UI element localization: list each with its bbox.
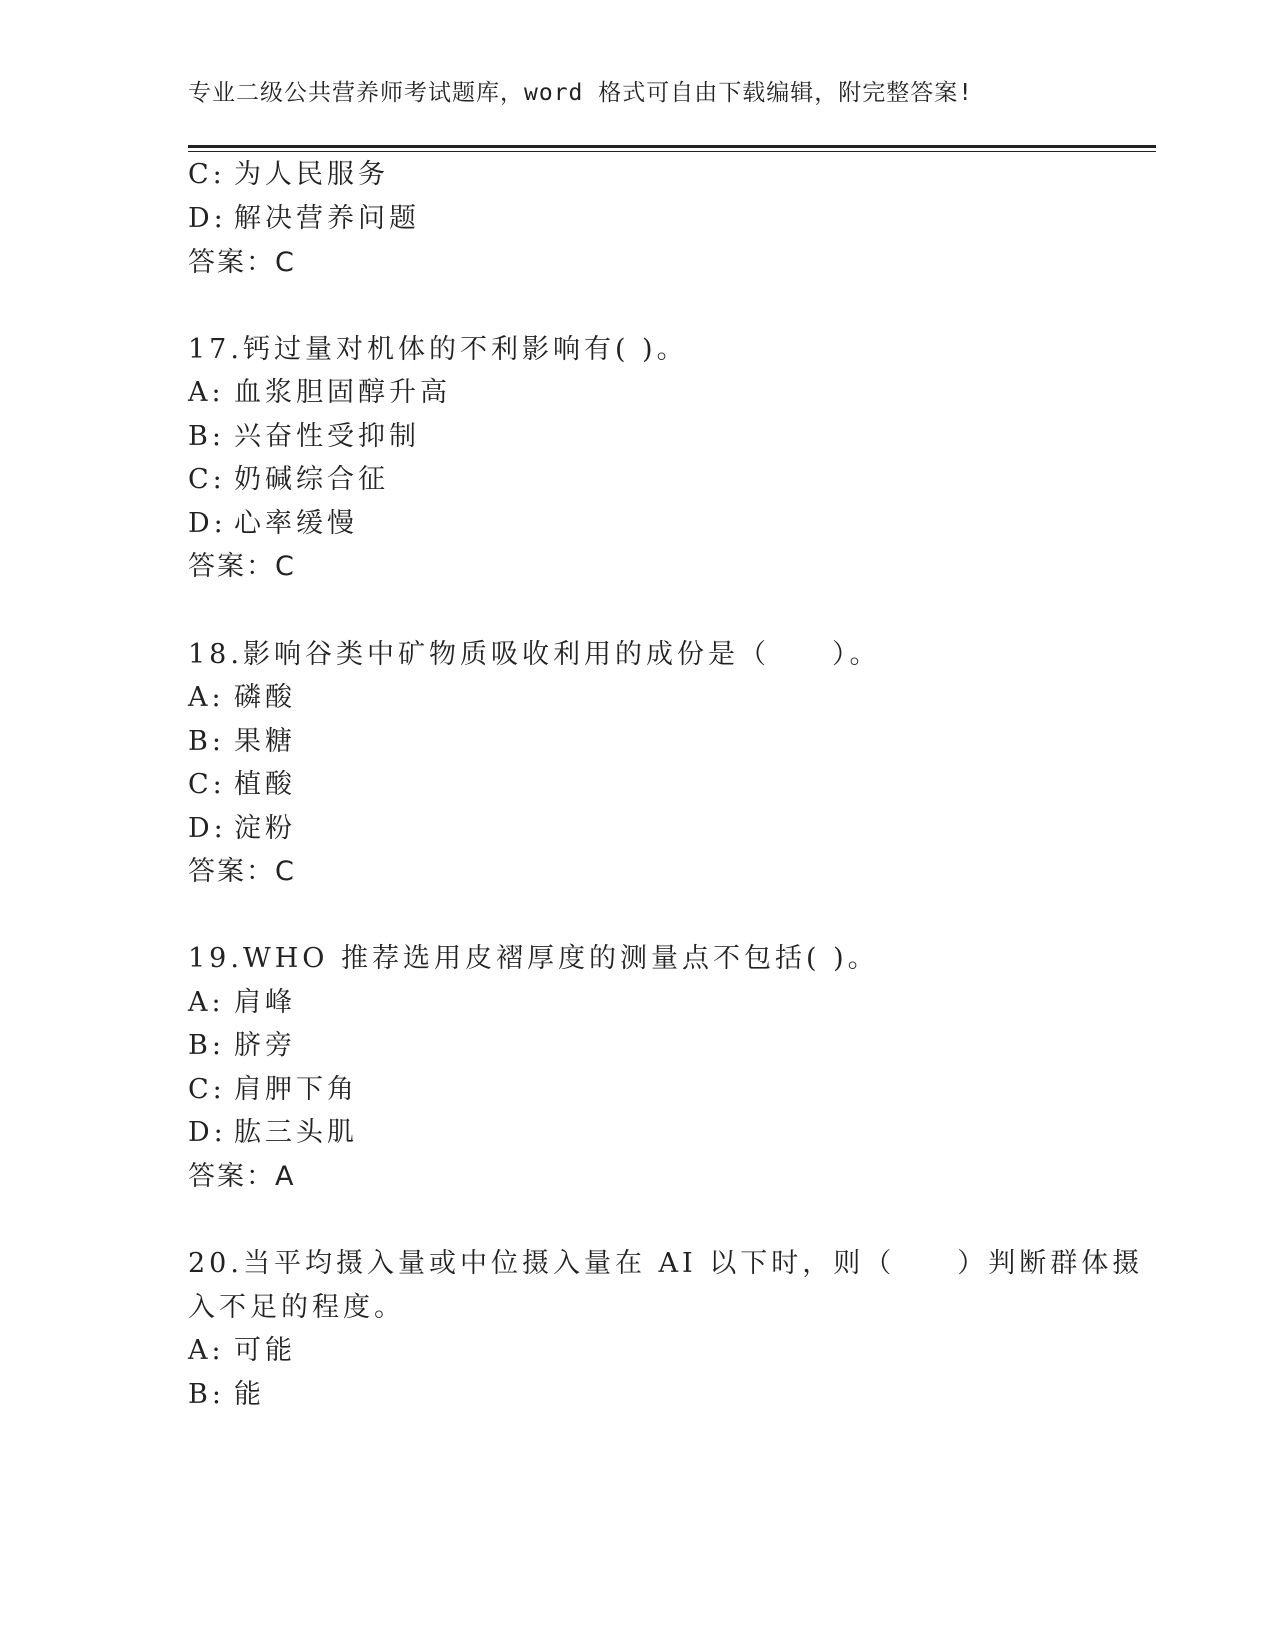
q20-stem-line2: 入不足的程度。 xyxy=(188,1292,405,1323)
q17-option-c: C: 奶碱综合征 xyxy=(188,464,389,495)
q18-option-a: A: 磷酸 xyxy=(188,682,296,713)
q17-answer: 答案：C xyxy=(188,551,296,582)
q18-answer: 答案：C xyxy=(188,856,296,887)
header-rule-thin xyxy=(188,151,1156,152)
q18-option-d: D: 淀粉 xyxy=(188,813,296,844)
q17-option-d: D: 心率缓慢 xyxy=(188,508,358,539)
q17-option-a: A: 血浆胆固醇升高 xyxy=(188,377,451,408)
q20-option-a: A: 可能 xyxy=(188,1335,296,1366)
q17-option-b: B: 兴奋性受抑制 xyxy=(188,421,420,452)
q16-option-d: D: 解决营养问题 xyxy=(188,203,420,234)
header-rule-thick xyxy=(188,145,1156,148)
q19-option-a: A: 肩峰 xyxy=(188,987,296,1018)
q20-option-b: B: 能 xyxy=(188,1379,265,1410)
page-header: 专业二级公共营养师考试题库，word 格式可自由下载编辑，附完整答案! xyxy=(188,80,974,106)
q19-option-d: D: 肱三头肌 xyxy=(188,1117,358,1148)
q19-answer: 答案：A xyxy=(188,1161,296,1192)
q16-answer: 答案：C xyxy=(188,247,296,278)
q18-stem: 18.影响谷类中矿物质吸收利用的成份是（ ）。 xyxy=(188,639,881,670)
q17-stem: 17.钙过量对机体的不利影响有( )。 xyxy=(188,334,688,365)
q18-option-b: B: 果糖 xyxy=(188,726,296,757)
q19-option-c: C: 肩胛下角 xyxy=(188,1074,358,1105)
q19-option-b: B: 脐旁 xyxy=(188,1030,296,1061)
q19-stem: 19.WHO 推荐选用皮褶厚度的测量点不包括( )。 xyxy=(188,943,879,974)
q20-stem-line1: 20.当平均摄入量或中位摄入量在 AI 以下时，则（ ）判断群体摄 xyxy=(188,1248,1144,1279)
q18-option-c: C: 植酸 xyxy=(188,769,296,800)
q16-option-c: C: 为人民服务 xyxy=(188,159,389,190)
